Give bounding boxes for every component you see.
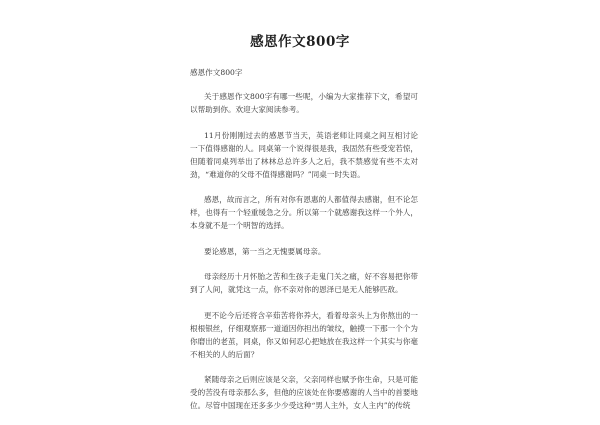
paragraph: 更不论今后还将含辛茹苦将你养大，看着母亲头上为你熬出的一根根银丝，仔细观察那一道道因你担出的皱纹，触摸一下那一个个为你磨出的老茧，同桌，你又如何忍心把她放在我这样一个其实与你毫不相关的人的后面？ <box>190 310 418 359</box>
paragraph: 母亲经历十月怀胎之苦和生孩子走鬼门关之痛，好不容易把你带到了人间，就凭这一点，你不亲对你的恩泽已是无人能够匹敌。 <box>190 272 418 294</box>
paragraph: 11月份刚刚过去的感恩节当天，英语老师让同桌之间互相讨论一下值得感谢的人。同桌第一个说得很是我，我固然有些受宠若惊，但随着同桌列举出了林林总总许多人之后，我不禁感觉有些不太对劲，“难道你的父母不值得感谢吗？”同桌一时失语。 <box>190 130 418 179</box>
paragraph: 紧随母亲之后则应该是父亲，父亲同样也赋予你生命，只是可能受的苦没有母亲那么多，但他的应该处在你要感谢的人当中的首要地位。尽管中国现在还多多少少受这种“男人主外，女人主内”的传统 <box>190 375 418 410</box>
paragraph: 感恩，故而言之，所有对你有恩惠的人都值得去感谢，但不论怎样，也得有一个轻重缓急之分。所以第一个就感谢我这样一个外人，本身就不是一个明智的选择。 <box>190 195 418 230</box>
document-body <box>190 66 418 425</box>
paragraph-intro: 关于感恩作文800字有哪一些呢，小编为大家推荐下文，希望可以帮助到你。欢迎大家阅读参考。 <box>190 92 418 114</box>
document-title: 感恩作文800字 <box>250 34 350 50</box>
document-subtitle: 感恩作文800字 <box>190 68 243 77</box>
paragraph: 要论感恩，第一当之无愧要属母亲。 <box>204 246 326 256</box>
